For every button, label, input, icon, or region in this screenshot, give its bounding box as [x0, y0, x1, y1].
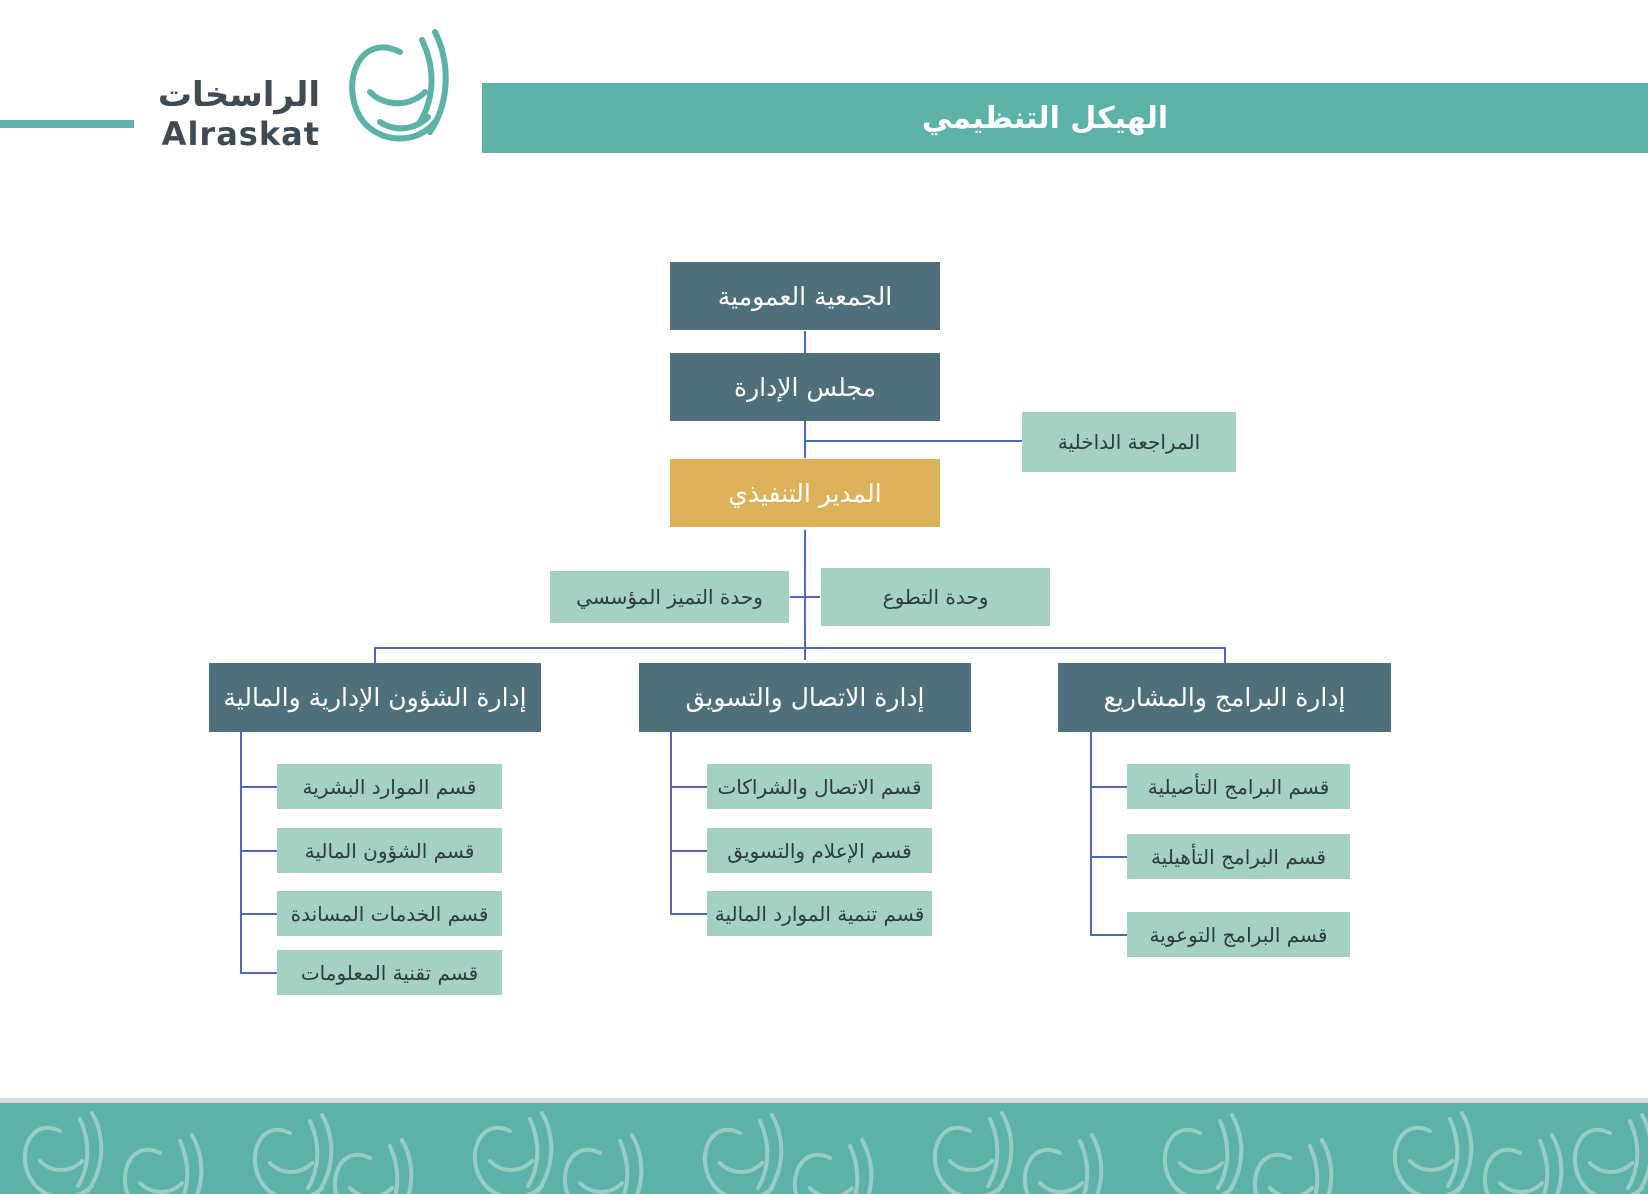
connector	[804, 440, 1022, 442]
connector	[1224, 647, 1226, 663]
connector	[1090, 856, 1128, 858]
connector	[240, 972, 278, 974]
footer-pattern-band	[0, 1103, 1648, 1194]
section-box: قسم تنمية الموارد المالية	[707, 891, 932, 936]
connector	[790, 596, 820, 598]
header-rule	[0, 120, 134, 128]
excellence-unit-box: وحدة التميز المؤسسي	[550, 571, 789, 623]
connector	[1090, 934, 1128, 936]
connector	[804, 530, 806, 660]
logo-english-text: Alraskat	[161, 115, 320, 153]
section-box: قسم الموارد البشرية	[277, 764, 502, 809]
connector	[240, 786, 278, 788]
executive-director-box: المدير التنفيذي	[670, 459, 940, 527]
page-title: الهيكل التنظيمي	[921, 100, 1169, 136]
department-box: إدارة الشؤون الإدارية والمالية	[209, 663, 541, 732]
connector	[670, 786, 708, 788]
department-box: إدارة الاتصال والتسويق	[639, 663, 971, 732]
section-box: قسم البرامج التأصيلية	[1127, 764, 1350, 809]
section-box: قسم الشؤون المالية	[277, 828, 502, 873]
board-box: مجلس الإدارة	[670, 353, 940, 421]
connector	[374, 647, 1226, 649]
general-assembly-box: الجمعية العمومية	[670, 262, 940, 330]
connector	[374, 647, 376, 663]
connector	[1090, 732, 1092, 935]
connector	[670, 913, 708, 915]
volunteer-unit-box: وحدة التطوع	[821, 568, 1050, 626]
connector	[240, 850, 278, 852]
connector	[1090, 786, 1128, 788]
footer-calligraphy-pattern-icon	[0, 1103, 1648, 1194]
section-box: قسم البرامج التوعوية	[1127, 912, 1350, 957]
section-box: قسم الإعلام والتسويق	[707, 828, 932, 873]
department-box: إدارة البرامج والمشاريع	[1058, 663, 1391, 732]
section-box: قسم البرامج التأهيلية	[1127, 834, 1350, 879]
internal-audit-box: المراجعة الداخلية	[1022, 412, 1236, 472]
connector	[804, 331, 806, 353]
connector	[670, 850, 708, 852]
section-box: قسم الخدمات المساندة	[277, 891, 502, 936]
connector	[240, 913, 278, 915]
page-title-bar	[482, 83, 1648, 153]
connector	[240, 732, 242, 973]
logo-calligraphy-icon	[340, 22, 460, 154]
logo-arabic-text: الراسخات	[157, 75, 320, 115]
connector	[670, 732, 672, 914]
section-box: قسم الاتصال والشراكات	[707, 764, 932, 809]
section-box: قسم تقنية المعلومات	[277, 950, 502, 995]
